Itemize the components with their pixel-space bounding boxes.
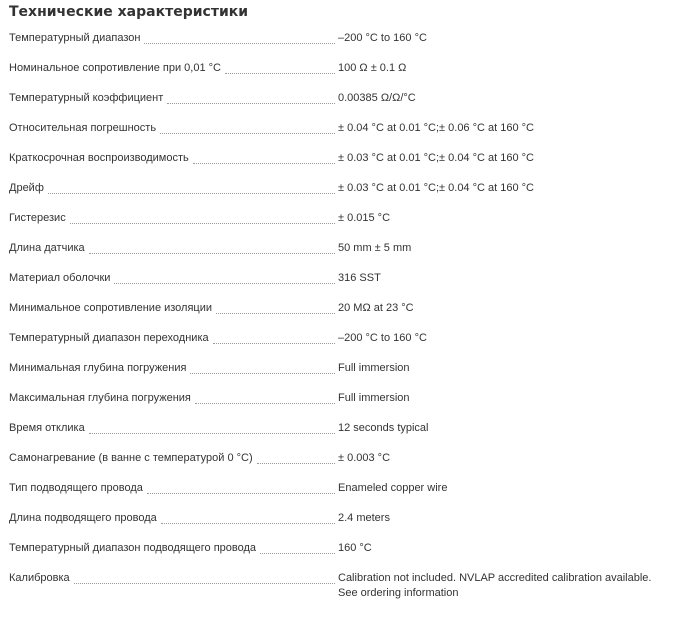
spec-row: [9, 31, 679, 49]
spec-label-wrap: [9, 571, 335, 586]
dotted-leader: [257, 462, 335, 464]
spec-label-wrap: [9, 541, 335, 556]
spec-label-wrap: [9, 451, 335, 466]
spec-value: 20 MΩ at 23 °C: [338, 302, 414, 314]
spec-label: Время отклика: [9, 422, 85, 434]
spec-row: [9, 421, 679, 439]
spec-row: [9, 151, 679, 169]
spec-value: Enameled copper wire: [338, 482, 448, 494]
spec-label: Длина подводящего провода: [9, 512, 157, 524]
spec-label-wrap: [9, 271, 335, 286]
spec-value: –200 °C to 160 °C: [338, 332, 427, 344]
spec-label-wrap: [9, 331, 335, 346]
spec-value: ± 0.03 °C at 0.01 °C;± 0.04 °C at 160 °C: [338, 182, 534, 194]
dotted-leader: [260, 552, 335, 554]
spec-row: [9, 181, 679, 199]
spec-row: [9, 301, 679, 319]
spec-value: 12 seconds typical: [338, 422, 429, 434]
spec-label: Температурный диапазон подводящего провода: [9, 542, 257, 554]
dotted-leader: [195, 402, 335, 404]
spec-row: [9, 241, 679, 259]
spec-label-wrap: [9, 61, 335, 76]
spec-row: [9, 271, 679, 289]
spec-value: Full immersion: [338, 392, 410, 404]
spec-label: Относительная погрешность: [9, 122, 157, 134]
spec-label: Краткосрочная воспроизводимость: [9, 152, 189, 164]
spec-label: Тип подводящего провода: [9, 482, 143, 494]
spec-label: Длина датчика: [9, 242, 85, 254]
dotted-leader: [48, 192, 335, 194]
spec-row: [9, 541, 679, 559]
spec-row: [9, 331, 679, 349]
spec-label: Температурный коэффициент: [9, 92, 164, 104]
spec-row: [9, 511, 679, 529]
dotted-leader: [216, 312, 335, 314]
spec-label: Минимальное сопротивление изоляции: [9, 302, 213, 314]
spec-label-wrap: [9, 31, 335, 46]
dotted-leader: [160, 132, 335, 134]
spec-value: 2.4 meters: [338, 512, 390, 524]
spec-label-wrap: [9, 151, 335, 166]
spec-label-wrap: [9, 391, 335, 406]
spec-label-wrap: [9, 511, 335, 526]
dotted-leader: [70, 222, 335, 224]
spec-label: Номинальное сопротивление при 0,01 °C: [9, 62, 221, 74]
dotted-leader: [225, 72, 335, 74]
spec-value: 50 mm ± 5 mm: [338, 242, 412, 254]
spec-value: –200 °C to 160 °C: [338, 32, 427, 44]
spec-row: [9, 91, 679, 109]
spec-value: ± 0.015 °C: [338, 212, 391, 224]
spec-value: 160 °C: [338, 542, 372, 554]
spec-label-wrap: [9, 181, 335, 196]
spec-label-wrap: [9, 241, 335, 256]
spec-value: ± 0.03 °C at 0.01 °C;± 0.04 °C at 160 °C: [338, 152, 534, 164]
spec-row: [9, 391, 679, 409]
spec-label: Температурный диапазон переходника: [9, 332, 209, 344]
spec-label-wrap: [9, 211, 335, 226]
spec-label-wrap: [9, 421, 335, 436]
spec-label: Гистерезис: [9, 212, 66, 224]
spec-label: Материал оболочки: [9, 272, 111, 284]
dotted-leader: [89, 432, 335, 434]
spec-label-wrap: [9, 91, 335, 106]
spec-label: Самонагревание (в ванне с температурой 0 °C): [9, 452, 253, 464]
spec-value: Calibration not included. NVLAP accredited calibration available. See ordering information: [338, 572, 652, 599]
spec-label-wrap: [9, 481, 335, 496]
spec-row: [9, 121, 679, 139]
dotted-leader: [144, 42, 335, 44]
spec-value: Full immersion: [338, 362, 410, 374]
spec-value: ± 0.003 °C: [338, 452, 391, 464]
spec-label: Дрейф: [9, 182, 44, 194]
dotted-leader: [167, 102, 335, 104]
dotted-leader: [190, 372, 335, 374]
spec-row: [9, 361, 679, 379]
spec-label: Максимальная глубина погружения: [9, 392, 191, 404]
spec-row: [9, 481, 679, 499]
spec-value: 316 SST: [338, 272, 381, 284]
spec-label-wrap: [9, 301, 335, 316]
dotted-leader: [147, 492, 335, 494]
dotted-leader: [74, 582, 335, 584]
spec-label-wrap: [9, 121, 335, 136]
dotted-leader: [114, 282, 335, 284]
spec-row: [9, 211, 679, 229]
page-title: Технические характеристики: [9, 4, 249, 20]
spec-value: ± 0.04 °C at 0.01 °C;± 0.06 °C at 160 °C: [338, 122, 534, 134]
dotted-leader: [193, 162, 335, 164]
spec-label: Минимальная глубина погружения: [9, 362, 187, 374]
spec-label-wrap: [9, 361, 335, 376]
spec-label: Калибровка: [9, 572, 70, 584]
dotted-leader: [161, 522, 335, 524]
dotted-leader: [89, 252, 335, 254]
dotted-leader: [213, 342, 335, 344]
spec-value: 0.00385 Ω/Ω/°C: [338, 92, 416, 104]
spec-row: [9, 571, 679, 599]
spec-label: Температурный диапазон: [9, 32, 141, 44]
spec-value: 100 Ω ± 0.1 Ω: [338, 62, 407, 74]
spec-row: [9, 61, 679, 79]
spec-row: [9, 451, 679, 469]
